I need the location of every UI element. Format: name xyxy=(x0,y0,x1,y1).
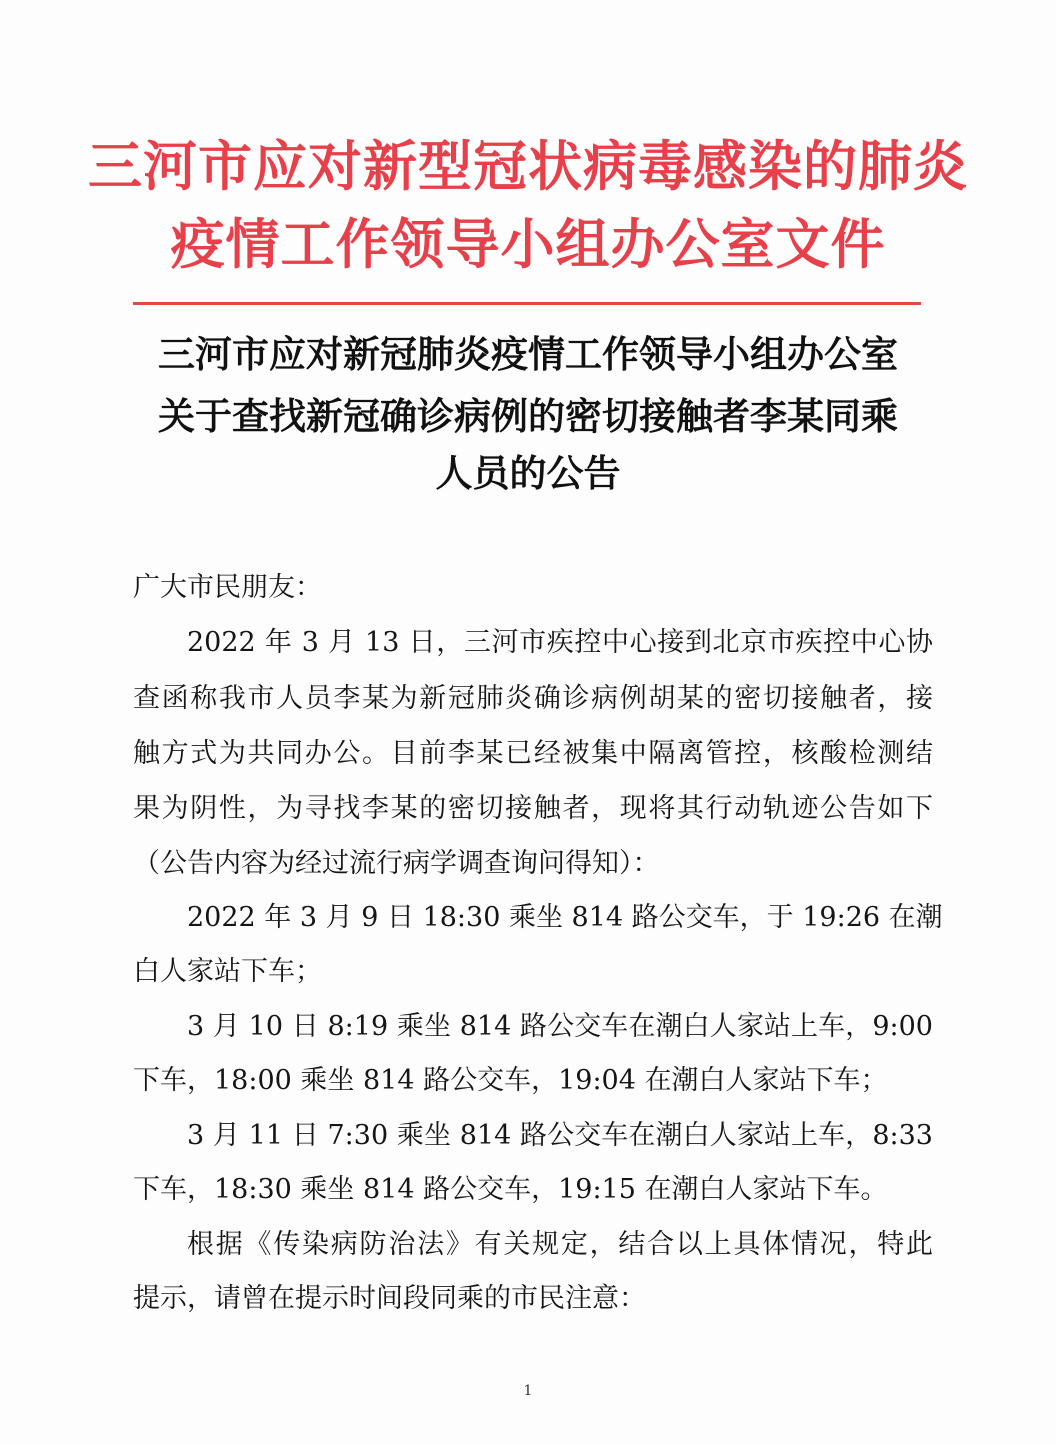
paragraph-1-line-2: 查函称我市人员李某为新冠肺炎确诊病例胡某的密切接触者，接 xyxy=(133,683,933,714)
paragraph-3-line-1: 3 月 10 日 8:19 乘坐 814 路公交车在潮白人家站上车，9:00 xyxy=(187,1011,933,1042)
paragraph-2-line-2: 白人家站下车； xyxy=(133,956,322,987)
title-line-3: 人员的公告 xyxy=(435,452,621,495)
page-number: 1 xyxy=(523,1383,533,1399)
paragraph-1-line-4: 果为阴性，为寻找李某的密切接触者，现将其行动轨迹公告如下 xyxy=(133,793,933,824)
salutation: 广大市民朋友： xyxy=(133,572,322,603)
red-divider xyxy=(133,302,921,305)
paragraph-1-line-5: （公告内容为经过流行病学调查询问得知）： xyxy=(133,848,660,879)
paragraph-1-line-3: 触方式为共同办公。目前李某已经被集中隔离管控，核酸检测结 xyxy=(133,738,933,769)
paragraph-4-line-1: 3 月 11 日 7:30 乘坐 814 路公交车在潮白人家站上车，8:33 xyxy=(187,1120,933,1151)
title-line-2: 关于查找新冠确诊病例的密切接触者李某同乘 xyxy=(158,395,898,438)
paragraph-5-line-1: 根据《传染病防治法》有关规定，结合以上具体情况，特此 xyxy=(187,1229,933,1260)
letterhead-line-2: 疫情工作领导小组办公室文件 xyxy=(170,213,886,276)
paragraph-1-line-1: 2022 年 3 月 13 日，三河市疾控中心接到北京市疾控中心协 xyxy=(187,627,933,658)
paragraph-2-line-1: 2022 年 3 月 9 日 18:30 乘坐 814 路公交车，于 19:26 在潮 xyxy=(187,902,943,933)
paragraph-4-line-2: 下车，18:30 乘坐 814 路公交车，19:15 在潮白人家站下车。 xyxy=(133,1174,888,1205)
letterhead-line-1: 三河市应对新型冠状病毒感染的肺炎 xyxy=(88,135,968,198)
paragraph-5-line-2: 提示，请曾在提示时间段同乘的市民注意： xyxy=(133,1283,646,1314)
title-line-1: 三河市应对新冠肺炎疫情工作领导小组办公室 xyxy=(158,333,898,376)
paragraph-3-line-2: 下车，18:00 乘坐 814 路公交车，19:04 在潮白人家站下车； xyxy=(133,1065,888,1096)
